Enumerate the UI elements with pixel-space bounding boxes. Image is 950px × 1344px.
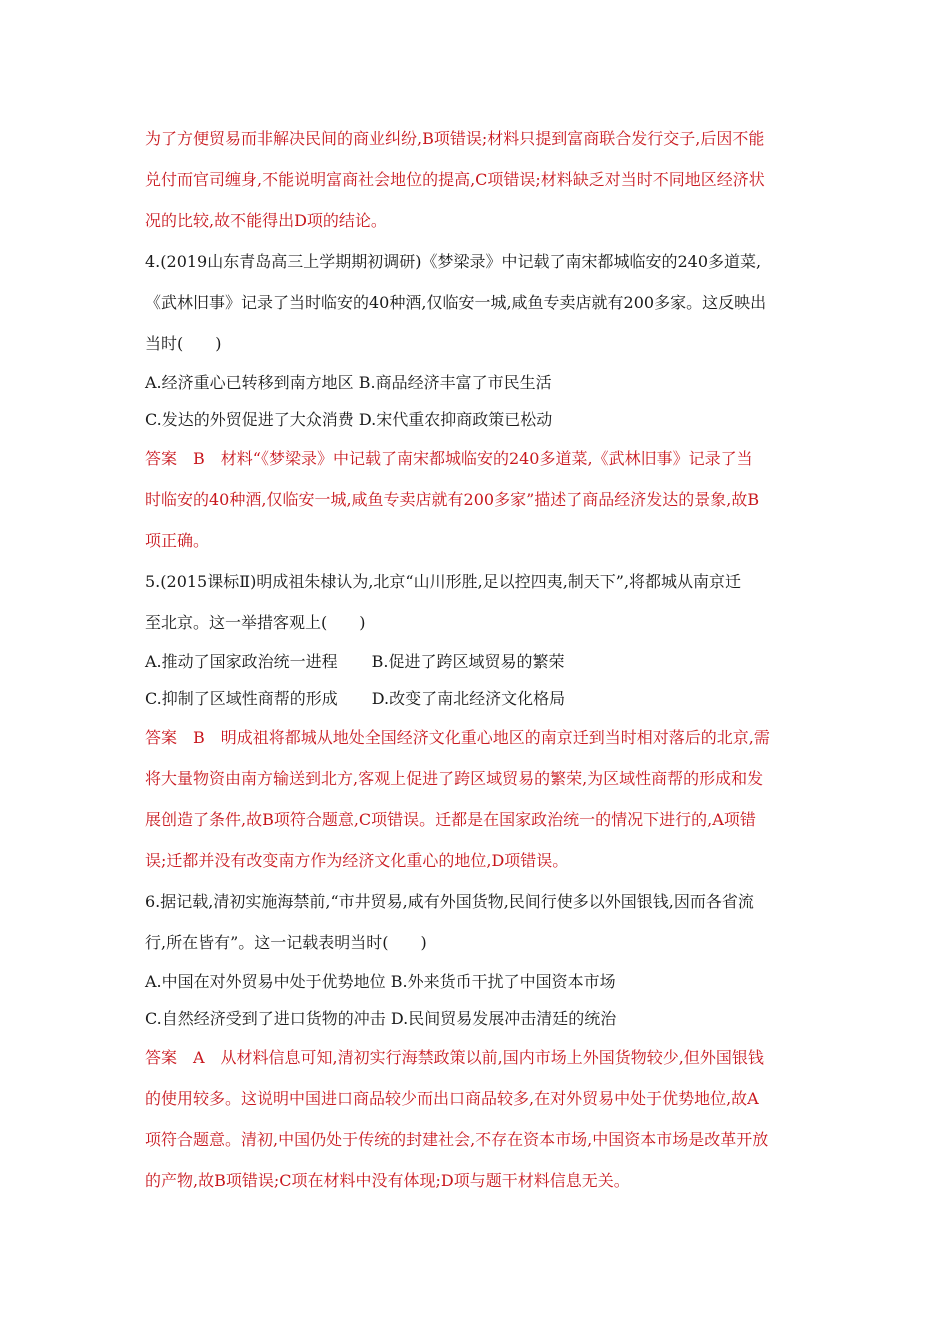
question-stem-line: 《武林旧事》记录了当时临安的40种酒,仅临安一城,咸鱼专卖店就有200多家。这反映出 (145, 293, 767, 312)
question-stem-line: 行,所在皆有”。这一记载表明当时( ) (145, 933, 427, 952)
answer-line: 答案 B 明成祖将都城从地处全国经济文化重心地区的南京迁到当时相对落后的北京,需 (145, 728, 770, 747)
option-line: C.发达的外贸促进了大众消费 D.宋代重农抑商政策已松动 (145, 410, 553, 429)
question-5 (145, 561, 813, 881)
answer-line: 的使用较多。这说明中国进口商品较少而出口商品较多,在对外贸易中处于优势地位,故A (145, 1089, 759, 1108)
question-stem-line: 4.(2019山东青岛高三上学期期初调研)《梦梁录》中记载了南宋都城临安的240多道菜, (145, 252, 762, 271)
question-6 (145, 881, 813, 1201)
answer-line: 时临安的40种酒,仅临安一城,咸鱼专卖店就有200多家”描述了商品经济发达的景象,故B (145, 490, 760, 509)
question-stem-line: 至北京。这一举措客观上( ) (145, 613, 366, 632)
answer-line: 为了方便贸易而非解决民间的商业纠纷,B项错误;材料只提到富商联合发行交子,后因不能 (145, 129, 765, 148)
answer-line: 项符合题意。清初,中国仍处于传统的封建社会,不存在资本市场,中国资本市场是改革开放 (145, 1130, 769, 1149)
option-line (145, 680, 813, 717)
answer-line: 答案 A 从材料信息可知,清初实行海禁政策以前,国内市场上外国货物较少,但外国银钱 (145, 1048, 764, 1067)
document-body (145, 118, 813, 1201)
option-d: D.改变了南北经济文化格局 (371, 689, 566, 708)
question-stem-line: 5.(2015课标Ⅱ)明成祖朱棣认为,北京“山川形胜,足以控四夷,制天下”,将都城从南京迁 (145, 572, 742, 591)
answer-line: 兑付而官司缠身,不能说明富商社会地位的提高,C项错误;材料缺乏对当时不同地区经济状 (145, 170, 765, 189)
option-line: A.经济重心已转移到南方地区 B.商品经济丰富了市民生活 (145, 373, 552, 392)
question-stem-line: 6.据记载,清初实施海禁前,“市井贸易,咸有外国货物,民间行使多以外国银钱,因而各省流 (145, 892, 754, 911)
option-line: A.中国在对外贸易中处于优势地位 B.外来货币干扰了中国资本市场 (145, 972, 616, 991)
answer-line: 项正确。 (145, 531, 210, 550)
option-line: C.自然经济受到了进口货物的冲击 D.民间贸易发展冲击清廷的统治 (145, 1009, 617, 1028)
answer-line: 况的比较,故不能得出D项的结论。 (145, 211, 387, 230)
option-b: B.促进了跨区域贸易的繁荣 (371, 652, 565, 671)
option-c: C.抑制了区域性商帮的形成 (145, 689, 338, 708)
answer-line: 误;迁都并没有改变南方作为经济文化重心的地位,D项错误。 (145, 851, 569, 870)
option-line (145, 643, 813, 680)
answer-line: 将大量物资由南方输送到北方,客观上促进了跨区域贸易的繁荣,为区域性商帮的形成和发 (145, 769, 764, 788)
answer-line: 答案 B 材料“《梦梁录》中记载了南宋都城临安的240多道菜,《武林旧事》记录了当 (145, 449, 753, 468)
question-4 (145, 241, 813, 561)
q3-explanation-tail (145, 118, 813, 241)
answer-line: 的产物,故B项错误;C项在材料中没有体现;D项与题干材料信息无关。 (145, 1171, 630, 1190)
answer-line: 展创造了条件,故B项符合题意,C项错误。迁都是在国家政治统一的情况下进行的,A项错 (145, 810, 756, 829)
question-stem-line: 当时( ) (145, 334, 222, 353)
option-a: A.推动了国家政治统一进程 (145, 652, 338, 671)
